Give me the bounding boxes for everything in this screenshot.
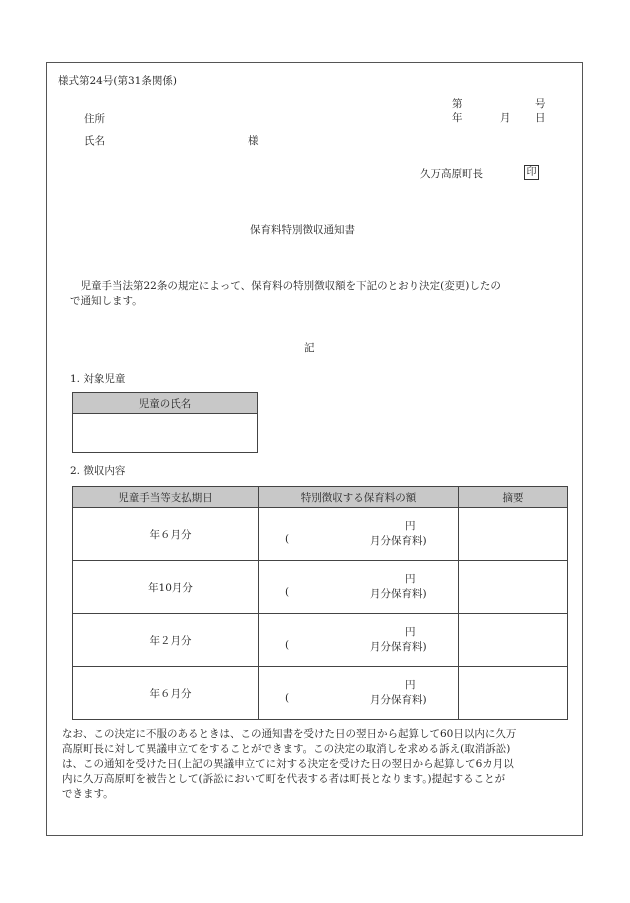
col-remarks: 摘要 (459, 487, 568, 508)
paren-open: ( (285, 533, 290, 545)
child-name-cell (73, 414, 258, 453)
period-cell: 年２月分 (73, 614, 259, 667)
remarks-cell (459, 508, 568, 561)
intro-line-2: で通知します。 (70, 295, 143, 307)
notice-line-4: 内に久万高原町を被告として(訴訟において町を代表する者は町長となります。)提起することが (62, 773, 506, 785)
table-row (73, 667, 568, 720)
remarks-cell (459, 614, 568, 667)
form-number: 様式第24号(第31条関係) (58, 75, 177, 87)
amount-cell (259, 508, 459, 561)
amount-cell (259, 667, 459, 720)
section2-heading: 2. 徴収内容 (70, 465, 126, 477)
table-row (73, 561, 568, 614)
sama-label: 様 (248, 135, 259, 147)
doc-no-dai: 第 (452, 98, 463, 110)
month-fee-label: 月分保育料) (370, 588, 427, 600)
date-day: 日 (535, 112, 546, 124)
table-row (73, 508, 568, 561)
paren-open: ( (285, 586, 290, 598)
ki-label: 記 (304, 342, 315, 354)
paren-open: ( (285, 639, 290, 651)
document-title: 保育料特別徴収通知書 (250, 224, 355, 236)
notice-line-5: できます。 (62, 788, 114, 800)
table-row (73, 614, 568, 667)
month-fee-label: 月分保育料) (370, 694, 427, 706)
month-fee-label: 月分保育料) (370, 641, 427, 653)
doc-no-go: 号 (535, 98, 546, 110)
period-cell: 年６月分 (73, 667, 259, 720)
yen-label: 円 (405, 573, 416, 585)
section1-heading: 1. 対象児童 (70, 373, 126, 385)
paren-open: ( (285, 692, 290, 704)
remarks-cell (459, 667, 568, 720)
notice-line-3: は、この通知を受けた日(上記の異議申立てに対する決定を受けた日の翌日から起算して6カ月以 (62, 758, 514, 770)
date-year: 年 (452, 112, 463, 124)
notice-line-2: 高原町長に対して異議申立てをすることができます。この決定の取消しを求める訴え(取消訴訟) (62, 743, 511, 755)
period-cell: 年10月分 (73, 561, 259, 614)
amount-cell (259, 614, 459, 667)
period-cell: 年６月分 (73, 508, 259, 561)
month-fee-label: 月分保育料) (370, 535, 427, 547)
yen-label: 円 (405, 520, 416, 532)
notice-line-1: なお、この決定に不服のあるときは、この通知書を受けた日の翌日から起算して60日以内に久万 (62, 728, 517, 740)
remarks-cell (459, 561, 568, 614)
issuer-name: 久万高原町長 (420, 168, 483, 180)
col-payment-date: 児童手当等支払期日 (73, 487, 259, 508)
col-fee-amount: 特別徴収する保育料の額 (259, 487, 459, 508)
target-child-table (72, 392, 258, 453)
intro-line-1: 児童手当法第22条の規定によって、保育料の特別徴収額を下記のとおり決定(変更)したの (70, 280, 501, 292)
seal-mark: 印 (524, 165, 539, 180)
yen-label: 円 (405, 626, 416, 638)
child-name-header: 児童の氏名 (73, 393, 258, 414)
amount-cell (259, 561, 459, 614)
date-month: 月 (500, 112, 511, 124)
name-label: 氏名 (84, 135, 105, 147)
address-label: 住所 (84, 113, 105, 125)
collection-table (72, 486, 568, 720)
yen-label: 円 (405, 679, 416, 691)
